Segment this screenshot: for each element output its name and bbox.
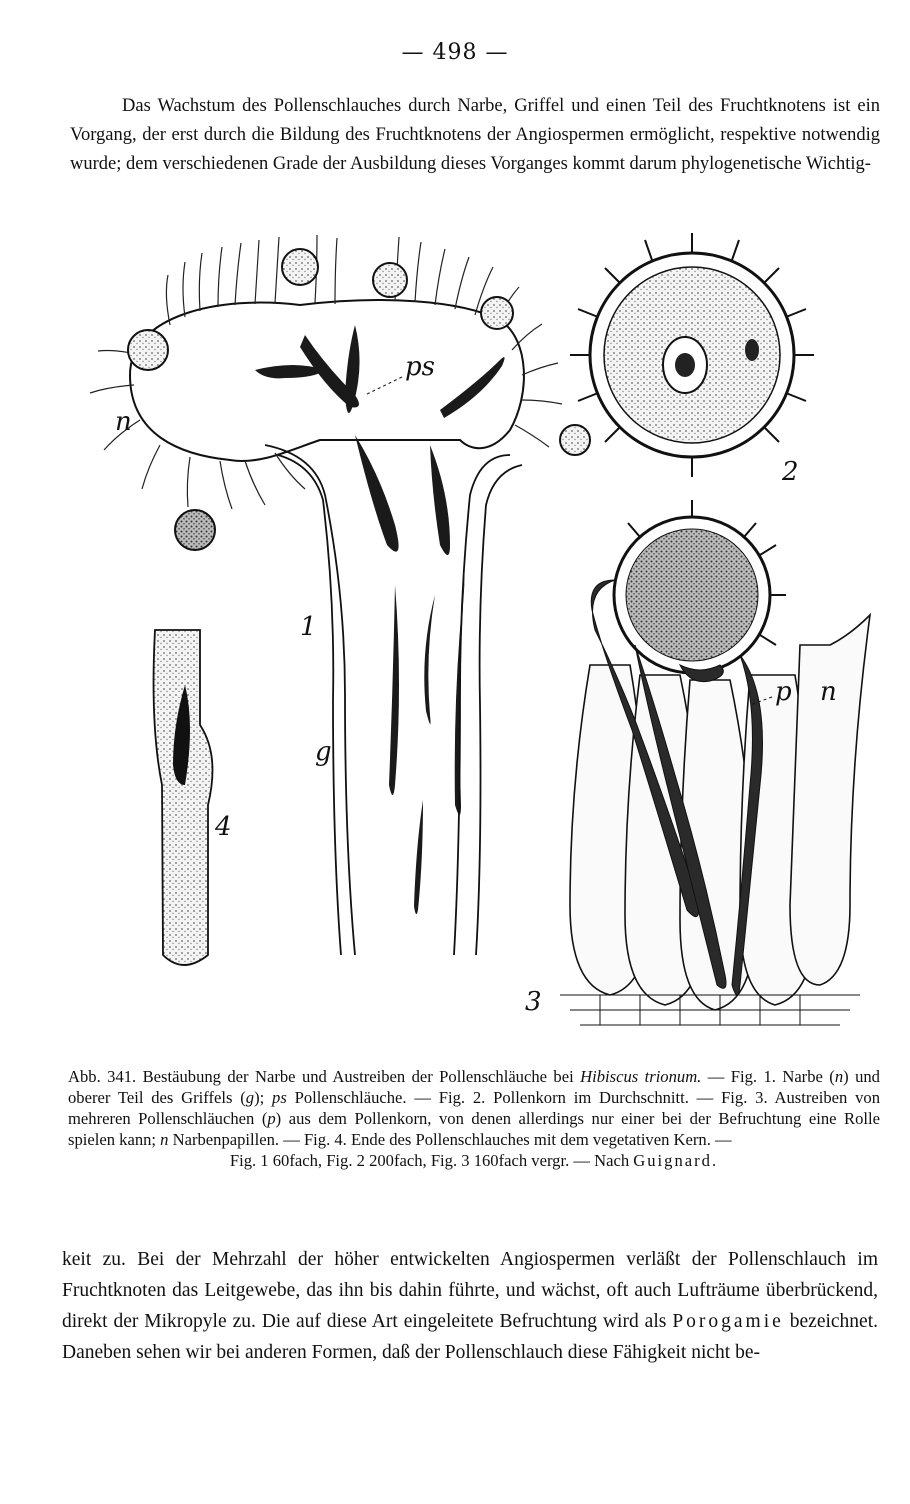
botanical-figure [60, 225, 890, 1055]
caption-symbol: ps [272, 1088, 287, 1107]
label-fig2: 2 [782, 457, 799, 487]
paragraph-bottom-text: bezeichnet. Daneben sehen wir bei anderen Formen, daß der Pollenschlauch diese Fähigkeit nicht be- [62, 1311, 878, 1363]
fig4-tube-end [154, 630, 232, 965]
paragraph-term: Porogamie [672, 1311, 784, 1332]
caption-species: Hibiscus trionum. [580, 1067, 702, 1086]
caption-text: Abb. 341. Bestäubung der Narbe und Austreiben der Pollenschläuche bei [68, 1067, 581, 1086]
label-g: g [315, 737, 332, 767]
paragraph-bottom [62, 1244, 878, 1368]
caption-symbol: n [160, 1130, 169, 1149]
label-n-right: n [820, 677, 837, 707]
label-fig4: 4 [215, 812, 232, 842]
generative-nucleus [745, 339, 759, 361]
figure-caption [68, 1066, 880, 1171]
caption-text: Pollenschläuche. — Fig. 2. Pollenkorn im Durchschnitt. — Fig. 3. Austreiben von mehreren Pollenschläuchen ( [68, 1088, 880, 1128]
caption-symbol: n [834, 1067, 844, 1086]
nucleolus [675, 353, 695, 377]
caption-symbol: p [267, 1109, 276, 1128]
fig2-pollen-section [570, 233, 814, 487]
page-number: — 498 — [401, 40, 509, 65]
label-p: p [775, 677, 792, 707]
caption-text: Fig. 1 60fach, Fig. 2 200fach, Fig. 3 160fach vergr. — Nach [229, 1151, 634, 1170]
caption-text: ) aus dem Pollenkorn, von denen allerdings nur einer bei der Befruchtung eine Rolle spielen kann; [68, 1109, 880, 1149]
caption-text: Narbenpapillen. — Fig. 4. Ende des Pollenschlauches mit dem vegetativen Kern. — [168, 1130, 732, 1149]
figure-illustration [60, 225, 890, 1055]
caption-text: — Fig. 1. Narbe ( [701, 1067, 835, 1086]
paragraph-top-text: Das Wachstum des Pollenschlauches durch Narbe, Griffel und einen Teil des Fruchtknotens ist ein Vorgang, der erst durch die Bildung des Fruchtknotens der Angiospermen ermöglicht, respektive notwendig wurde; dem verschiedenen Grade der Ausbildung dieses Vorganges kommt darum phylogenetische Wichtig- [70, 96, 880, 174]
caption-text: ) und oberer Teil des Griffels ( [68, 1067, 880, 1107]
paragraph-bottom-text: keit zu. Bei der Mehrzahl der höher entwickelten Angiospermen verläßt der Pollenschlauch im Fruchtknoten das Leitgewebe, das ihn bis dahin führte, und wächst, oft auch Lufträume überbrückend, direkt der Mikropyle zu. Die auf diese Art eingeleitete Befruchtung wird als [62, 1249, 878, 1332]
label-fig1: 1 [300, 612, 317, 642]
paragraph-top [70, 92, 880, 179]
caption-symbol: g [245, 1088, 255, 1107]
label-n-left: n [115, 407, 132, 437]
label-ps: ps [405, 352, 435, 382]
caption-last-line [68, 1150, 880, 1171]
caption-author: Guignard. [633, 1151, 719, 1170]
fig3-germinating-pollen [525, 500, 870, 1025]
caption-text: ); [254, 1088, 273, 1107]
label-fig3: 3 [525, 987, 542, 1017]
